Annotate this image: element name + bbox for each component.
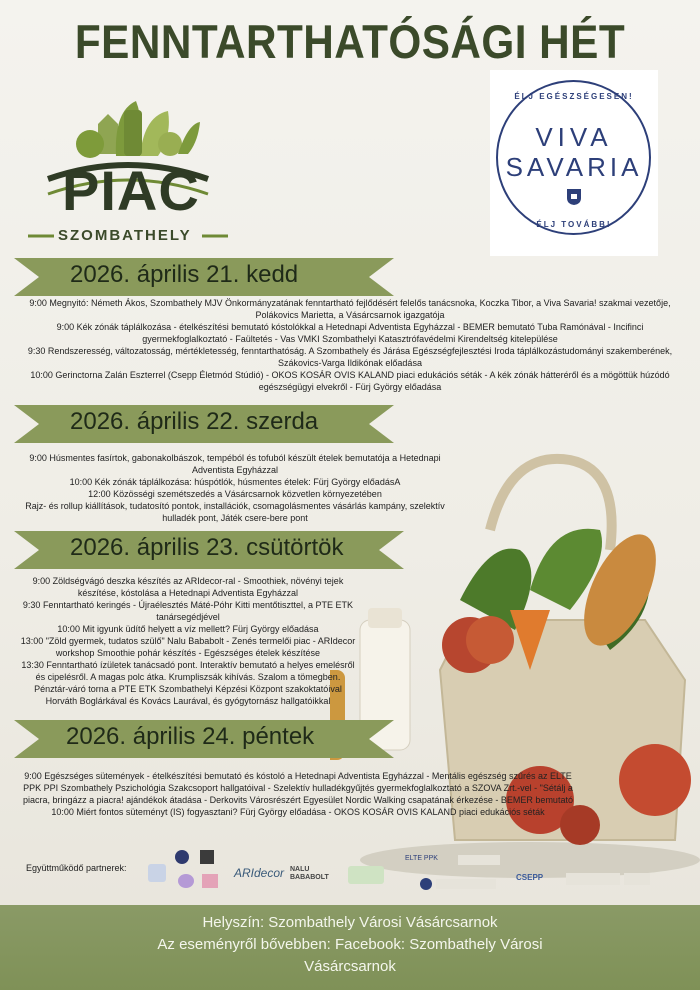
partner-logo-icon — [200, 850, 214, 864]
partner-logo-nalu: NALU BABABOLT — [290, 866, 329, 881]
event-item: 9:00 Zöldségvágó deszka készítés az ARIdecor-ral - Smoothiek, növényi tejek készítése, kóstolása a Hetednapi Adventista Egyházzal — [32, 576, 344, 598]
partner-logo-icon — [148, 864, 166, 882]
event-item: 10:00 Mit igyunk üdítő helyett a víz mellett? Fürj György előadása — [57, 624, 319, 634]
piac-logo-city: SZOMBATHELY — [58, 227, 192, 244]
partner-logo-icon — [566, 873, 620, 885]
logo-underline — [28, 228, 228, 244]
day-banner-1 — [14, 258, 394, 296]
partner-logo-icon — [348, 866, 384, 884]
event-item: 10:00 Gerinctorna Zalán Eszterrel (Csepp Életmód Stúdió) - OKOS KOSÁR OVIS KALAND piaci edukációs séták - A kék zónák hátteréről és a mögöttük húzódó egészségügyi elvekről - Fürj György előadása — [30, 370, 670, 392]
partner-logo-icon — [624, 873, 650, 885]
day-date-2: 2026. április 22. szerda — [70, 408, 319, 435]
footer-more-info-cont: Vásárcsarnok — [304, 958, 396, 975]
event-item: 9:00 Húsmentes fasírtok, gabonakolbászok, tempéból és tofuból készült ételek bemutatója a Hetednapi Adventista Egyházzal — [29, 453, 441, 475]
crest-icon — [566, 188, 582, 206]
day-events-4 — [18, 770, 578, 818]
day-events-3 — [18, 575, 358, 707]
event-item: 9:00 Kék zónák táplálkozása - ételkészítési bemutató kóstolókkal a Hetednapi Adventista Egyházzal - BEMER bemutató Tuba Ramónával - Incifinci gyermekfoglalkoztató - Faültetés - Vas VMKI Szombathelyi Katasztrófavédelmi Kirendeltség kitelepülése — [56, 322, 644, 344]
day-date-3: 2026. április 23. csütörtök — [70, 534, 344, 561]
event-item: 13:30 Fenntartható ízületek tanácsadó pont. Interaktív bemutató a helyes emelésről és cipelésről. A magas polc átka. Krumpliszsák kihívás. Szalom a tömegben. Pénztár-váró torna a PTE ETK Szombathelyi Képzési Központ szakoktatóival Horváth Boglárkával és Kovács Laurával, és gyógytornász hallgatóikkal — [21, 660, 355, 706]
footer-location: Helyszín: Szombathely Városi Vásárcsarnok — [202, 914, 498, 931]
partner-logo-aridecor: ARIdecor — [234, 866, 285, 880]
viva-logo-motto-bottom: ÉLJ TOVÁBB! — [536, 220, 612, 229]
day-events-1 — [18, 297, 682, 393]
day-banner-2 — [14, 405, 394, 443]
day-events-2 — [20, 452, 450, 524]
event-item: 10:00 Kék zónák táplálkozása: húspótlók, húsmentes ételek: Fürj György előadásA — [69, 477, 401, 487]
viva-logo-word-2: SAVARIA — [505, 152, 643, 182]
piac-logo-word: PIAC — [62, 159, 200, 222]
partner-logo-icon — [458, 855, 500, 865]
partner-logo-icon — [175, 850, 189, 864]
viva-logo-motto-top: ÉLJ EGÉSZSÉGESEN! — [514, 92, 634, 101]
partner-logo-icon — [436, 879, 496, 889]
event-item: 12:00 Közösségi szemétszedés a Vásárcsarnok közvetlen környezetében — [88, 489, 382, 499]
event-item: 10:00 Miért fontos süteményt (IS) fogyasztani? Fürj György előadása - OKOS KOSÁR OVIS KALAND piaci edukációs séták — [51, 807, 545, 817]
event-item: 9:00 Megnyitó: Németh Ákos, Szombathely MJV Önkormányzatának fenntartható fejlődésért felelős tanácsnoka, Koczka Tibor, a Viva Savaria! szakmai vezetője, Polákovics Marietta, a Vásárcsarnok igazgatója — [29, 298, 671, 320]
event-item: 9:30 Rendszeresség, változatosság, mértékletesség, fenntarthatóság. A Szombathely és Járása Egészségfejlesztési Iroda táplálkozástudományi szakemberének, Szákovics-Varga Ildikónak előadása — [27, 346, 673, 368]
day-date-4: 2026. április 24. péntek — [66, 723, 315, 750]
viva-savaria-logo — [490, 70, 658, 256]
event-item: 9:00 Egészséges sütemények - ételkészítési bemutató és kóstoló a Hetednapi Adventista Egyházzal - Mentális egészség szűrés az ELTE PPK PPI Szombathely Pszichológia Szakcsoport hallgatóival - Szelektív hulladékgyűjtés gyermekfoglalkoztató a SZOVA Zrt.-vel - "Sétálj a piacra, bringázz a piacra! ajándékok átadása - Derkovits Városrészért Egyesület Nordic Walking csapatának érkezése - BEMER bemutató — [23, 771, 573, 805]
day-banner-4 — [14, 720, 394, 758]
day-banner-3 — [14, 531, 404, 569]
day-date-1: 2026. április 21. kedd — [70, 261, 299, 288]
partners-label: Együttműködő partnerek: — [26, 863, 127, 873]
poster-title: FENNTARTHATÓSÁGI HÉT — [74, 15, 626, 68]
partner-logo-icon — [178, 874, 194, 888]
partner-logo-csepp: CSEPP — [516, 873, 544, 882]
event-item: 13:00 "Zöld gyermek, tudatos szülő" Nalu Bababolt - Zenés termelői piac - ARIdecor workshop Smoothie pohár készítés - Egészséges ételek készítése — [20, 636, 356, 658]
event-item: 9:30 Fenntartható keringés - Újraélesztés Máté-Póhr Kitti mentőtiszttel, a PTE ETK tanársegédjével — [22, 600, 354, 622]
footer-more-info: Az eseményről bővebben: Facebook: Szombathely Városi — [157, 936, 543, 953]
partner-logo-icon — [202, 874, 218, 888]
partner-logo-elte: ELTE PPK — [405, 855, 438, 862]
footer-band — [0, 905, 700, 990]
partner-logo-icon — [420, 878, 432, 890]
viva-logo-word-1: VIVA — [535, 122, 613, 152]
event-item: Rajz- és rollup kiállítások, tudatosító pontok, installációk, csomagolásmentes vásárlás kampány, szelektív hulladék pont, Játék csere-bere pont — [25, 501, 445, 523]
